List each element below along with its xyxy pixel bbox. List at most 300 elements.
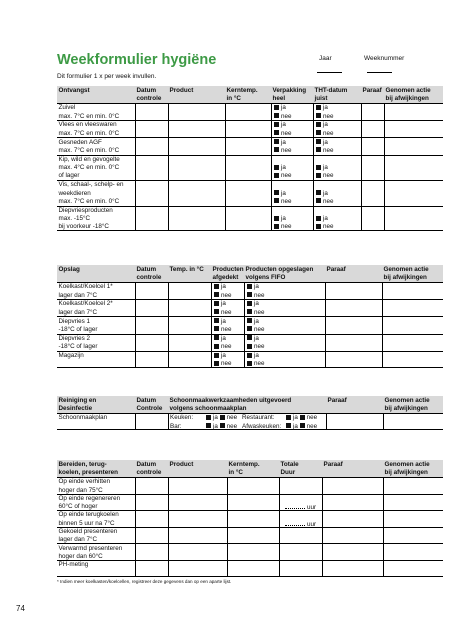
row-label: -18°C of lager	[58, 343, 98, 351]
checkbox-icon[interactable]	[214, 326, 219, 331]
row-label: of lager	[58, 172, 80, 180]
column-header: Schoonmaakwerkzaamheden uitgevoerd volgens schoonmaakplan	[169, 397, 292, 412]
row-label: max. 7°C en min. 0°C	[58, 146, 120, 154]
checkbox-icon[interactable]	[274, 224, 279, 229]
row-label: Zuivel	[58, 104, 76, 112]
duration-line[interactable]	[285, 520, 305, 526]
checkbox-icon[interactable]	[247, 301, 252, 306]
checkbox-icon[interactable]	[274, 198, 279, 203]
checkbox-label: ja	[323, 189, 328, 197]
checkbox-icon[interactable]	[300, 423, 305, 428]
row-label: 60°C of hoger	[58, 503, 98, 511]
checkbox-icon[interactable]	[316, 130, 321, 135]
table-row	[57, 282, 443, 299]
checkbox-nee-option[interactable]	[247, 326, 265, 333]
column-divider	[383, 561, 384, 576]
checkbox-icon[interactable]	[214, 361, 219, 366]
checkbox-ja[interactable]	[316, 215, 328, 223]
column-divider	[279, 495, 280, 511]
column-divider	[225, 181, 226, 206]
column-divider	[325, 335, 326, 351]
table-row	[57, 413, 443, 430]
checkbox-icon[interactable]	[286, 423, 291, 428]
checkbox-label: ja	[293, 414, 298, 422]
checkbox-label: ja	[254, 283, 259, 291]
checkbox-label: nee	[323, 112, 334, 120]
checkbox-icon[interactable]	[316, 216, 321, 221]
column-divider	[135, 300, 136, 316]
column-divider	[168, 495, 169, 511]
row-label: Koelkast/Koelcel 1*	[58, 283, 113, 291]
checkbox-ja-option[interactable]	[274, 104, 286, 111]
column-header: Genomen actie bij afwijkingen	[384, 461, 430, 476]
checkbox-nee-option[interactable]	[316, 113, 334, 120]
checkbox-label: ja	[281, 138, 286, 146]
checkbox-ja-option[interactable]	[214, 300, 226, 307]
checkbox-ja-option[interactable]	[247, 335, 259, 342]
checkbox-nee-option[interactable]	[316, 130, 334, 137]
section-ontvangst	[57, 86, 443, 231]
checkbox-label: ja	[213, 422, 218, 430]
checkbox-icon[interactable]	[247, 284, 252, 289]
column-divider	[271, 181, 272, 206]
column-header: Producten opgeslagen volgens FIFO	[245, 266, 314, 281]
row-label: Diepvries 2	[58, 334, 90, 342]
checkbox-ja-option[interactable]	[274, 139, 286, 146]
checkbox-label: nee	[254, 291, 265, 299]
column-divider	[244, 317, 245, 333]
checkbox-ja[interactable]	[214, 300, 226, 308]
section-header	[57, 86, 443, 103]
column-divider	[382, 300, 383, 316]
checkbox-nee-option[interactable]	[214, 343, 232, 350]
column-divider	[383, 495, 384, 511]
table-row	[57, 137, 443, 154]
section-header	[57, 460, 443, 477]
checkbox-ja[interactable]	[316, 121, 328, 129]
column-header: Verpakking heel	[272, 87, 307, 102]
row-label: hoger dan 75°C	[58, 486, 103, 494]
column-divider	[322, 561, 323, 576]
table-row	[57, 155, 443, 181]
column-divider	[168, 138, 169, 154]
column-divider	[322, 478, 323, 494]
column-divider	[279, 544, 280, 560]
area-label: Bar:	[170, 422, 182, 430]
table-row	[57, 316, 443, 333]
checkbox-ja[interactable]	[274, 104, 286, 112]
table-row	[57, 103, 443, 120]
column-header: Paraaf	[362, 87, 382, 94]
checkbox-icon[interactable]	[316, 147, 321, 152]
checkbox-group[interactable]	[206, 414, 237, 422]
checkbox-ja[interactable]	[316, 190, 328, 198]
column-divider	[382, 335, 383, 351]
checkbox-nee-option[interactable]	[220, 414, 238, 421]
checkbox-icon[interactable]	[274, 105, 279, 110]
checkbox-ja[interactable]	[247, 352, 259, 360]
checkbox-ja[interactable]	[247, 300, 259, 308]
checkbox-nee-option[interactable]	[214, 360, 232, 367]
checkbox-icon[interactable]	[247, 344, 252, 349]
checkbox-nee-option[interactable]	[247, 292, 265, 299]
column-divider	[325, 317, 326, 333]
checkbox-icon[interactable]	[220, 415, 225, 420]
row-label: Vlees en vleeswaren	[58, 121, 117, 129]
checkbox-nee-option[interactable]	[220, 423, 238, 430]
weeknummer-label: Weeknummer	[364, 55, 405, 62]
column-divider	[135, 138, 136, 154]
column-divider	[135, 544, 136, 560]
area-label: Restaurant:	[242, 414, 275, 422]
column-divider	[227, 528, 228, 544]
duration-line[interactable]	[285, 503, 305, 509]
checkbox-label: ja	[221, 334, 226, 342]
column-divider	[313, 156, 314, 181]
checkbox-nee-option[interactable]	[274, 130, 292, 137]
checkbox-label: ja	[213, 414, 218, 422]
column-divider	[135, 283, 136, 299]
checkbox-ja-option[interactable]	[214, 283, 226, 290]
column-header: Paraaf	[323, 461, 343, 468]
checkbox-nee-option[interactable]	[300, 414, 318, 421]
column-divider	[225, 138, 226, 154]
column-divider	[227, 544, 228, 560]
column-divider	[325, 283, 326, 299]
checkbox-icon[interactable]	[214, 318, 219, 323]
checkbox-ja[interactable]	[247, 318, 259, 326]
table-row	[57, 543, 443, 560]
column-divider	[135, 181, 136, 206]
column-divider	[227, 478, 228, 494]
row-label: lager dan 7°C	[58, 291, 98, 299]
checkbox-icon[interactable]	[206, 423, 211, 428]
checkbox-label: nee	[323, 129, 334, 137]
checkbox-ja-option[interactable]	[316, 104, 328, 111]
checkbox-ja[interactable]	[214, 352, 226, 360]
column-divider	[325, 352, 326, 367]
column-divider	[168, 511, 169, 527]
checkbox-icon[interactable]	[316, 113, 321, 118]
table-row	[57, 120, 443, 137]
checkbox-label: nee	[254, 308, 265, 316]
checkbox-label: nee	[221, 291, 232, 299]
column-divider	[135, 561, 136, 576]
checkbox-icon[interactable]	[300, 415, 305, 420]
column-divider	[225, 207, 226, 231]
checkbox-label: ja	[221, 352, 226, 360]
checkbox-ja-option[interactable]	[316, 164, 328, 171]
column-divider	[279, 511, 280, 527]
checkbox-label: ja	[323, 104, 328, 112]
checkbox-ja[interactable]	[247, 335, 259, 343]
checkbox-icon[interactable]	[206, 415, 211, 420]
checkbox-ja[interactable]	[274, 164, 286, 172]
checkbox-nee-option[interactable]	[274, 113, 292, 120]
column-divider	[271, 104, 272, 120]
checkbox-icon[interactable]	[214, 344, 219, 349]
column-divider	[168, 121, 169, 137]
table-row	[57, 351, 443, 368]
checkbox-icon[interactable]	[274, 190, 279, 195]
checkbox-ja[interactable]	[247, 283, 259, 291]
column-divider	[325, 300, 326, 316]
checkbox-icon[interactable]	[316, 190, 321, 195]
checkbox-label: nee	[254, 325, 265, 333]
section-header	[57, 396, 443, 413]
column-divider	[225, 156, 226, 181]
checkbox-icon[interactable]	[214, 301, 219, 306]
checkbox-ja[interactable]	[274, 215, 286, 223]
column-divider	[227, 511, 228, 527]
checkbox-nee[interactable]	[247, 360, 265, 368]
checkbox-group[interactable]	[206, 423, 237, 431]
checkbox-icon[interactable]	[274, 147, 279, 152]
checkbox-nee[interactable]	[274, 223, 292, 231]
checkbox-label: nee	[323, 146, 334, 154]
checkbox-nee-option[interactable]	[247, 309, 265, 316]
column-divider	[313, 104, 314, 120]
row-label: binnen 5 uur na 7°C	[58, 519, 115, 527]
checkbox-ja-option[interactable]	[286, 414, 298, 421]
checkbox-ja-option[interactable]	[214, 318, 226, 325]
checkbox-nee-option[interactable]	[214, 309, 232, 316]
checkbox-nee-option[interactable]	[247, 360, 265, 367]
checkbox-ja[interactable]	[214, 318, 226, 326]
checkbox-icon[interactable]	[247, 318, 252, 323]
checkbox-ja[interactable]	[274, 190, 286, 198]
weeknummer-line[interactable]	[367, 72, 392, 73]
row-label: Op einde verhitten	[58, 478, 110, 486]
checkbox-label: ja	[221, 283, 226, 291]
checkbox-label: ja	[254, 300, 259, 308]
checkbox-ja-option[interactable]	[316, 215, 328, 222]
checkbox-icon[interactable]	[220, 423, 225, 428]
checkbox-group[interactable]	[286, 414, 317, 422]
checkbox-nee-option[interactable]	[316, 223, 334, 230]
column-divider	[322, 528, 323, 544]
checkbox-ja-option[interactable]	[274, 190, 286, 197]
checkbox-icon[interactable]	[286, 415, 291, 420]
checkbox-nee-option[interactable]	[316, 147, 334, 154]
checkbox-nee-option[interactable]	[274, 147, 292, 154]
checkbox-nee-option[interactable]	[300, 423, 318, 430]
checkbox-icon[interactable]	[274, 173, 279, 178]
row-label: weekdieren	[58, 189, 91, 197]
checkbox-nee-option[interactable]	[274, 223, 292, 230]
column-divider	[383, 414, 384, 429]
checkbox-label: nee	[226, 414, 238, 422]
column-divider	[135, 121, 136, 137]
section-body	[57, 103, 443, 231]
column-divider	[168, 528, 169, 544]
checkbox-ja[interactable]	[274, 121, 286, 129]
checkbox-ja[interactable]	[316, 164, 328, 172]
column-header: Producten afgedekt	[212, 266, 244, 281]
section-header	[57, 265, 443, 282]
table-row	[57, 494, 443, 511]
checkbox-label: ja	[221, 317, 226, 325]
checkbox-ja[interactable]	[214, 335, 226, 343]
checkbox-icon[interactable]	[274, 113, 279, 118]
row-label: Gekoeld presenteren	[58, 528, 118, 536]
column-header: Temp. in °C	[169, 266, 204, 273]
column-divider	[225, 104, 226, 120]
column-divider	[383, 478, 384, 494]
checkbox-label: nee	[221, 360, 232, 368]
column-divider	[361, 181, 362, 206]
column-divider	[168, 478, 169, 494]
column-divider	[244, 335, 245, 351]
checkbox-icon[interactable]	[214, 284, 219, 289]
checkbox-ja[interactable]	[316, 139, 328, 147]
jaar-line[interactable]	[317, 72, 342, 73]
duration-unit: uur	[307, 520, 317, 528]
checkbox-ja-option[interactable]	[286, 423, 298, 430]
checkbox-icon[interactable]	[316, 198, 321, 203]
checkbox-ja-option[interactable]	[214, 335, 226, 342]
column-divider	[211, 317, 212, 333]
checkbox-label: nee	[281, 172, 292, 180]
checkbox-ja-option[interactable]	[247, 300, 259, 307]
checkbox-label: nee	[281, 146, 292, 154]
row-label: Diepvriesproducten	[58, 206, 113, 214]
checkbox-icon[interactable]	[316, 139, 321, 144]
checkbox-label: ja	[254, 317, 259, 325]
checkbox-nee-option[interactable]	[214, 326, 232, 333]
column-divider	[135, 104, 136, 120]
column-header: Opslag	[58, 266, 80, 273]
checkbox-nee-option[interactable]	[316, 198, 334, 205]
column-header: Datum controle	[136, 266, 162, 281]
checkbox-icon[interactable]	[316, 105, 321, 110]
checkbox-icon[interactable]	[316, 122, 321, 127]
column-divider	[168, 156, 169, 181]
column-divider	[271, 138, 272, 154]
checkbox-ja-option[interactable]	[247, 352, 259, 359]
row-label: max. 4°C en min. 0°C	[58, 164, 120, 172]
row-label: Verwarmd presenteren	[58, 544, 123, 552]
checkbox-icon[interactable]	[247, 361, 252, 366]
column-divider	[382, 352, 383, 367]
checkbox-icon[interactable]	[316, 224, 321, 229]
column-divider	[135, 335, 136, 351]
checkbox-icon[interactable]	[274, 130, 279, 135]
row-label: bij voorkeur -18°C	[58, 223, 109, 231]
column-divider	[135, 528, 136, 544]
checkbox-ja-option[interactable]	[316, 121, 328, 128]
row-label: Gesneden AGF	[58, 138, 102, 146]
checkbox-label: ja	[281, 164, 286, 172]
checkbox-label: ja	[254, 334, 259, 342]
checkbox-icon[interactable]	[274, 165, 279, 170]
page-number: 74	[16, 604, 25, 613]
column-header: Reiniging en Desinfectie	[58, 397, 97, 412]
checkbox-icon[interactable]	[247, 292, 252, 297]
checkbox-group[interactable]	[286, 423, 317, 431]
checkbox-icon[interactable]	[247, 309, 252, 314]
checkbox-nee-option[interactable]	[247, 343, 265, 350]
checkbox-nee-option[interactable]	[274, 198, 292, 205]
column-divider	[313, 207, 314, 231]
column-header: Product	[169, 87, 194, 94]
checkbox-ja-option[interactable]	[274, 215, 286, 222]
checkbox-label: nee	[323, 223, 334, 231]
column-divider	[384, 181, 385, 206]
checkbox-icon[interactable]	[214, 292, 219, 297]
checkbox-icon[interactable]	[214, 309, 219, 314]
column-divider	[361, 156, 362, 181]
checkbox-ja-option[interactable]	[206, 414, 218, 421]
checkbox-icon[interactable]	[247, 335, 252, 340]
checkbox-icon[interactable]	[274, 122, 279, 127]
checkbox-ja-option[interactable]	[316, 139, 328, 146]
checkbox-ja-option[interactable]	[247, 318, 259, 325]
checkbox-icon[interactable]	[247, 353, 252, 358]
checkbox-nee[interactable]	[214, 360, 232, 368]
area-label: Keuken:	[170, 414, 194, 422]
section-reiniging	[57, 396, 443, 430]
column-header: Datum Controle	[136, 397, 163, 412]
checkbox-icon[interactable]	[316, 165, 321, 170]
section-bereiden	[57, 460, 443, 577]
row-label: Kip, wild en gevogelte	[58, 155, 120, 163]
checkbox-ja[interactable]	[316, 104, 328, 112]
column-divider	[168, 335, 169, 351]
checkbox-icon[interactable]	[247, 326, 252, 331]
column-divider	[326, 414, 327, 429]
column-header: THT-datum juist	[314, 87, 348, 102]
checkbox-nee-option[interactable]	[214, 292, 232, 299]
column-divider	[313, 181, 314, 206]
checkbox-label: ja	[254, 352, 259, 360]
row-label: max. -15°C	[58, 215, 91, 223]
column-divider	[384, 138, 385, 154]
column-divider	[168, 300, 169, 316]
checkbox-label: nee	[306, 414, 318, 422]
checkbox-icon[interactable]	[214, 353, 219, 358]
checkbox-ja-option[interactable]	[274, 121, 286, 128]
column-divider	[271, 156, 272, 181]
checkbox-icon[interactable]	[316, 173, 321, 178]
checkbox-ja-option[interactable]	[274, 164, 286, 171]
checkbox-ja[interactable]	[214, 283, 226, 291]
checkbox-nee-option[interactable]	[274, 172, 292, 179]
column-divider	[168, 104, 169, 120]
column-header: Ontvangst	[58, 87, 90, 94]
row-label: max. 7°C en min. 0°C	[58, 197, 120, 205]
row-label: Op einde regenereren	[58, 494, 121, 502]
column-header: Bereiden, terug- koelen, presenteren	[58, 461, 118, 476]
checkbox-label: ja	[293, 422, 298, 430]
page-subtitle: Dit formulier 1 x per week invullen.	[57, 73, 157, 80]
column-divider	[279, 478, 280, 494]
checkbox-ja-option[interactable]	[247, 283, 259, 290]
checkbox-ja-option[interactable]	[214, 352, 226, 359]
table-row	[57, 180, 443, 206]
checkbox-ja-option[interactable]	[316, 190, 328, 197]
table-row	[57, 560, 443, 577]
checkbox-nee-option[interactable]	[316, 172, 334, 179]
column-divider	[211, 335, 212, 351]
checkbox-icon[interactable]	[274, 216, 279, 221]
checkbox-label: nee	[221, 308, 232, 316]
checkbox-nee[interactable]	[316, 223, 334, 231]
checkbox-ja[interactable]	[274, 139, 286, 147]
checkbox-icon[interactable]	[214, 335, 219, 340]
checkbox-ja-option[interactable]	[206, 423, 218, 430]
checkbox-icon[interactable]	[274, 139, 279, 144]
